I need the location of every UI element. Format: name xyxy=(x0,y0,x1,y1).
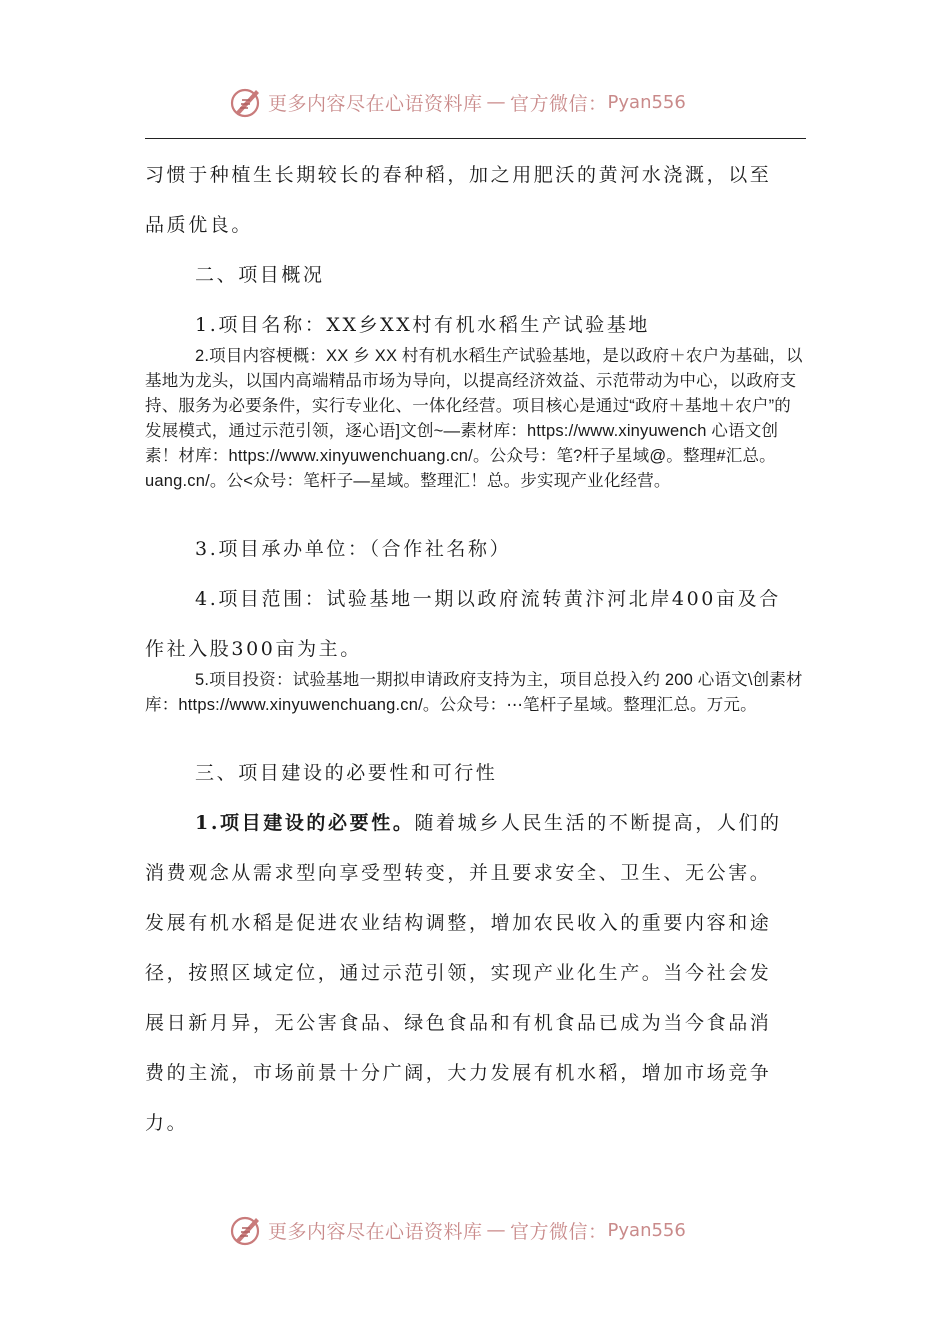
necessity-heading: 1.项目建设的必要性。 xyxy=(195,812,415,834)
pen-logo-icon xyxy=(228,84,264,120)
footer-wechat-id: Pyan556 xyxy=(607,1219,686,1241)
necessity-line-4: 径，按照区域定位，通过示范引领，实现产业化生产。当今社会发 xyxy=(145,962,772,984)
page-header xyxy=(0,80,950,130)
item-2-text: 2.项目内容梗概：XX 乡 XX 村有机水稻生产试验基地，是以政府＋农户为基础，以基地为龙头，以国内高端精品市场为导向，以提高经济效益、示范带动为中心，以政府支持、服务为必要条件，实行专业化、一体化经营。项目核心是通过“政府＋基地＋农户”的发展模式，通过示范引领，逐心语]文创~—素材库：https://www.xinyuwench 心语文创素！材库：https://www.xinyuwenchuang.cn/。公众号：笔?杆子星域@。整理#汇总。uang.cn/。公<众号：笔杆子—星域。整理汇！总。步实现产业化经营。 xyxy=(145,347,803,490)
header-divider xyxy=(145,138,806,139)
item-4-scope-line-2: 作社入股300亩为主。 xyxy=(145,638,362,660)
item-2-project-summary xyxy=(145,344,805,494)
header-brand xyxy=(228,84,686,120)
footer-wechat-label: 官方微信： xyxy=(510,1220,608,1243)
necessity-line-5: 展日新月异，无公害食品、绿色食品和有机食品已成为当今食品消 xyxy=(145,1012,772,1034)
body-line-2: 品质优良。 xyxy=(145,214,254,236)
body-line-1: 习惯于种植生长期较长的春种稻，加之用肥沃的黄河水浇溉，以至 xyxy=(145,164,772,186)
page-footer xyxy=(0,1208,950,1258)
footer-brand-sep: — xyxy=(486,1219,507,1241)
header-wechat-id: Pyan556 xyxy=(607,91,686,113)
header-wechat-label: 官方微信： xyxy=(510,92,608,115)
necessity-line-2: 消费观念从需求型向享受型转变，并且要求安全、卫生、无公害。 xyxy=(145,862,772,884)
header-brand-sep: — xyxy=(486,91,507,113)
pen-logo-icon xyxy=(228,1212,264,1248)
necessity-line-1 xyxy=(195,808,782,835)
footer-brand-text: 更多内容尽在心语资料库 xyxy=(268,1220,483,1243)
section-heading-2: 二、项目概况 xyxy=(195,264,325,286)
section-heading-3: 三、项目建设的必要性和可行性 xyxy=(195,762,498,784)
item-5-text: 5.项目投资：试验基地一期拟申请政府支持为主，项目总投入约 200 心语文\创素材库：https://www.xinyuwenchuang.cn/。公众号：⋯笔杆子星域。整理汇总。万元。 xyxy=(145,671,803,714)
item-4-scope-line-1: 4.项目范围：试验基地一期以政府流转黄汴河北岸400亩及合 xyxy=(195,588,781,610)
necessity-line-1-text: 随着城乡人民生活的不断提高，人们的 xyxy=(414,812,782,834)
item-5-investment xyxy=(145,668,805,718)
footer-brand xyxy=(228,1212,686,1248)
header-brand-text: 更多内容尽在心语资料库 xyxy=(268,92,483,115)
necessity-line-3: 发展有机水稻是促进农业结构调整，增加农民收入的重要内容和途 xyxy=(145,912,772,934)
item-3-organizer: 3.项目承办单位：（合作社名称） xyxy=(195,538,512,560)
necessity-line-7: 力。 xyxy=(145,1112,189,1134)
item-1-project-name: 1.项目名称：XX乡XX村有机水稻生产试验基地 xyxy=(195,314,651,336)
necessity-line-6: 费的主流，市场前景十分广阔，大力发展有机水稻，增加市场竞争 xyxy=(145,1062,772,1084)
